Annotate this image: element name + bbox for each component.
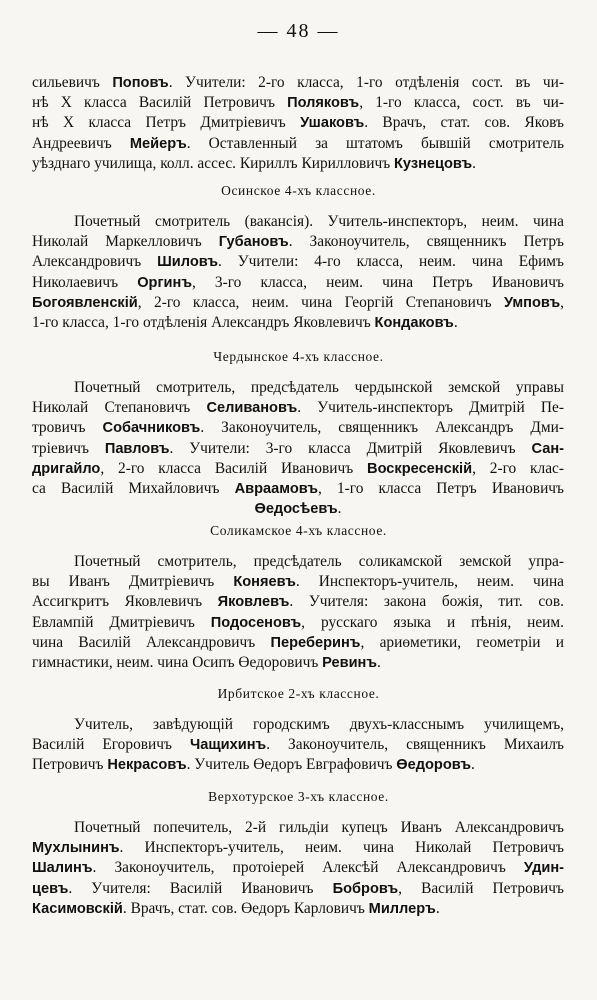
surname: Мейеръ [129,135,187,152]
surname: Шиловъ [157,254,219,271]
surname: Өедосѣевъ [254,501,338,518]
text-line [32,134,564,154]
text-line [32,459,564,479]
line-text: , 1-го класса Петръ Ивановичъ [318,480,564,498]
line-text: Василій Егоровичъ [32,736,190,754]
text-line [32,592,564,612]
text-line [32,439,564,459]
surname: Чащихинъ [189,737,267,754]
surname: Кузнецовъ [394,155,473,172]
surname: Умповъ [504,294,561,311]
line-text: , 2-го класса, неим. чина Георгій Степановичъ [137,293,505,311]
line-text: Петровичъ [32,756,108,774]
line-text: чина Василій Александровичъ [32,633,271,651]
surname: Сан- [531,440,564,457]
line-text: . Учители: 2-го класса, 1-го отдѣленія сост. въ чи- [168,74,564,91]
text-line [32,755,564,775]
text-line [32,398,564,418]
line-text: , русскаго языка и пѣнія, неим. [301,613,564,631]
line-text: , ариөметики, геометріи и [360,633,564,651]
line-text: . Учителя: закона божія, тит. сов. [289,593,564,611]
line-text: Евлампій Дмитріевичъ [32,613,211,631]
surname: Некрасовъ [107,757,187,774]
text-line [32,418,564,438]
text-line [32,552,564,572]
surname: цевъ [32,880,69,897]
line-text: са Василій Михайловичъ [32,480,235,498]
surname: Яковлевъ [217,594,290,611]
surname: Губановъ [218,234,289,251]
line-text: . Оставленный за штатомъ бывшій смотритель [186,134,564,152]
text-line [32,273,564,293]
surname: Переберинъ [270,634,361,651]
surname: Подосеновъ [210,614,302,631]
paragraph-verkhoturskoe [32,818,564,919]
surname: Касимовскій [32,900,123,917]
text-line [32,154,564,174]
line-text: . [435,899,440,917]
line-text: сильевичъ [32,74,113,91]
line-text: . Учители: 4-го класса, неим. чина Ефимъ [218,253,564,271]
text-line [32,818,564,838]
surname: Бобровъ [332,880,399,897]
line-text: уѣзднаго училища, колл. ассес. Кириллъ Кирилловичъ [32,154,394,172]
line-text: . Врачъ, стат. сов. Яковъ [364,114,564,132]
surname: Поповъ [112,75,169,91]
text-line [32,879,564,899]
surname: дригайло [32,460,101,477]
section-heading-osinskoe: Осинское 4-хъ классное. [221,183,376,198]
text-line [32,838,564,858]
text-line [32,293,564,313]
line-text: . Учитель-инспекторъ Дмитрій Пе- [297,399,564,417]
text-line [32,93,564,113]
line-text: , 3-го класса, неим. чина Петръ Ивановичъ [191,273,564,291]
text-line [32,613,564,633]
line-text: . [453,314,458,332]
line-text: Николаевичъ [32,273,138,291]
surname: Ушаковъ [300,115,365,132]
surname: Миллеръ [368,900,436,917]
text-line [32,715,564,735]
line-text: . [337,500,342,518]
line-text: Почетный попечитель, 2-й гильдіи купецъ Иванъ Александровичъ [74,819,564,836]
text-line [32,378,564,398]
surname: Селивановъ [206,400,298,417]
line-text: Почетный смотритель (вакансія). Учитель-инспекторъ, неим. чина [74,213,564,230]
line-text: Андреевичъ [32,134,130,152]
line-text: Николай Маркелловичъ [32,233,219,251]
paragraph-popov [32,73,564,174]
text-line [32,858,564,878]
surname: Кондаковъ [374,315,454,332]
line-text: . Законоучитель, протоіерей Алексѣй Александровичъ [92,859,524,877]
line-text: Учитель, завѣдующій городскимъ двухъ-класснымъ училищемъ, [74,716,564,733]
line-text: . Учители: 3-го класса Дмитрій Яковлевичъ [169,439,532,457]
paragraph-osinskoe [32,212,564,333]
text-line [32,313,564,333]
text-line [32,212,564,232]
paragraph-cherdynskoe [32,378,564,519]
line-text: Николай Степановичъ [32,399,207,417]
text-line [32,735,564,755]
line-text: Александровичъ [32,253,158,271]
section-heading-cherdynskoe: Чердынское 4-хъ классное. [213,349,384,364]
surname: Авраамовъ [234,481,318,498]
surname: Павловъ [104,440,170,457]
line-text: . Законоучитель, священникъ Александръ Дми- [200,419,564,437]
line-text: нѣ X класса Василій Петровичъ [32,94,288,112]
line-text: Почетный смотритель, предсѣдатель соликамской земской упра- [74,553,564,570]
page-number: — 48 — [257,20,340,42]
line-text: Почетный смотритель, предсѣдатель чердынской земской управы [74,379,564,396]
line-text: , 2-го клас- [472,459,564,477]
surname: Коняевъ [233,574,296,591]
line-text: тровичъ [32,419,103,437]
line-text: . Законоучитель, священникъ Михаилъ [266,736,564,754]
text-line [32,113,564,133]
paragraph-irbitskoe [32,715,564,776]
paragraph-solikamskoe [32,552,564,673]
line-text: , Василій Петровичъ [398,879,564,897]
surname: Собачниковъ [102,420,201,437]
text-line [32,633,564,653]
surname: Поляковъ [287,95,360,112]
surname: Удин- [523,860,564,877]
line-text: . [471,756,475,774]
text-line [32,899,564,919]
text-line [32,252,564,272]
line-text: . Врачъ, стат. сов. Өедоръ Карловичъ [122,899,369,917]
surname: Ревинъ [322,655,378,672]
section-heading-irbitskoe: Ирбитское 2-хъ классное. [217,686,380,701]
line-text: . [472,154,477,172]
text-line [32,73,564,93]
line-text: гимнастики, неим. чина Осипъ Өедоровичъ [32,654,323,672]
text-line [32,653,564,673]
text-line [32,479,564,499]
line-text: . Инспекторъ-учитель, неим. чина Николай Петровичъ [119,839,564,857]
line-text: тріевичъ [32,439,105,457]
section-heading-verkhoturskoe: Верхотурское 3-хъ классное. [208,789,389,804]
surname: Мухлынинъ [32,840,120,857]
line-text: , 2-го класса Василій Ивановичъ [100,459,368,477]
surname: Өедоровъ [396,757,471,774]
line-text: нѣ X класса Петръ Дмитріевичъ [32,114,301,132]
surname: Воскресенскій [367,460,473,477]
line-text: . [377,654,381,672]
line-text: , 1-го класса, сост. въ чи- [359,94,564,112]
surname: Оргинъ [137,274,192,291]
line-text: . Учителя: Василій Ивановичъ [68,879,333,897]
text-line [32,499,564,519]
surname: Богоявленскій [32,294,138,311]
line-text: 1-го класса, 1-го отдѣленія Александръ Яковлевичъ [32,314,375,332]
section-heading-solikamskoe: Соликамское 4-хъ классное. [210,523,387,538]
line-text: , [560,293,564,311]
line-text: . Учитель Өедоръ Евграфовичъ [186,756,397,774]
text-line [32,232,564,252]
line-text: Ассигкритъ Яковлевичъ [32,593,218,611]
line-text: . Инспекторъ-учитель, неим. чина [295,573,564,591]
surname: Шалинъ [32,860,93,877]
line-text: . Законоучитель, священникъ Петръ [288,233,564,251]
text-line [32,572,564,592]
line-text: вы Иванъ Дмитріевичъ [32,573,234,591]
